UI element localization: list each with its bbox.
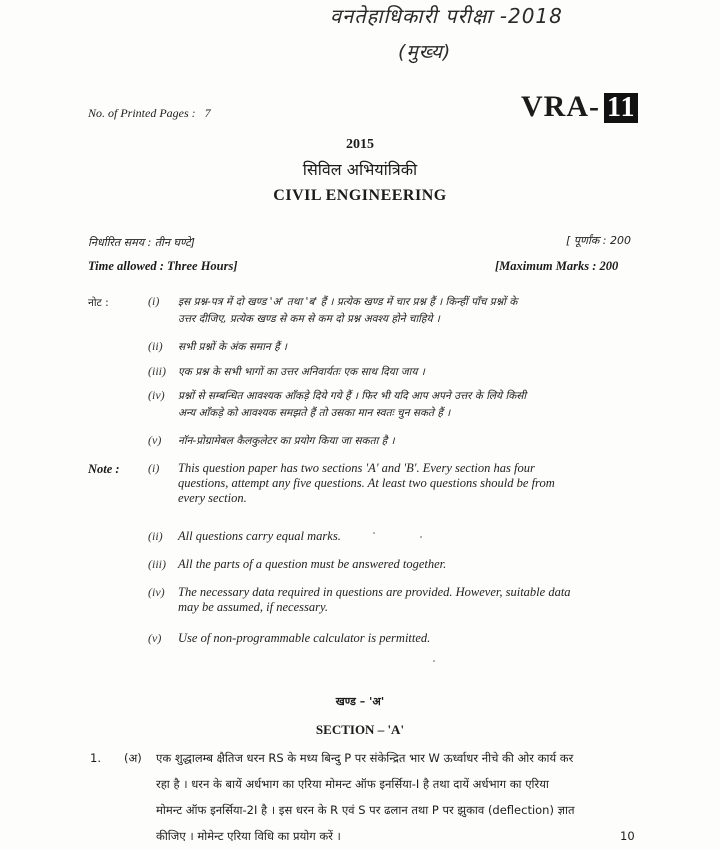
note-en-line: This question paper has two sections 'A' and 'B'. Every section has four [178, 461, 535, 475]
time-allowed-hindi: निर्धारित समय : तीन घण्टे] [88, 236, 195, 249]
printed-pages-value: 7 [204, 106, 211, 120]
note-en-num: (iv) [148, 585, 165, 599]
note-en-num: (i) [148, 461, 160, 475]
note-en-item [148, 557, 638, 585]
note-en-num: (ii) [148, 529, 163, 543]
note-hi-num: (v) [148, 433, 162, 447]
note-en-item [148, 529, 638, 557]
scan-speck [433, 660, 435, 662]
note-en-line: questions, attempt any five questions. At least two questions should be from [178, 476, 555, 490]
note-en-item [148, 585, 638, 631]
subject-title-hindi: सिविल अभियांत्रिकी [302, 160, 418, 179]
note-hi-text: सभी प्रश्नों के अंक समान हैं । [178, 341, 287, 353]
note-en-line: All questions carry equal marks. [178, 529, 341, 543]
note-hi-item [148, 405, 638, 433]
note-hi-num: (iv) [148, 388, 165, 402]
paper-code-number: 11 [604, 93, 638, 123]
note-hi-item [148, 294, 638, 311]
note-hi-num: (iii) [148, 364, 166, 378]
note-hi-text: प्रश्नों से सम्बन्धित आवश्यक आँकड़े दिये गये हैं । फिर भी यदि आप अपने उत्तर के लिये किसी [178, 390, 527, 402]
paper-code-prefix: VRA- [521, 90, 600, 123]
note-en-line: may be assumed, if necessary. [178, 600, 328, 614]
note-hi-text: उत्तर दीजिए, प्रत्येक खण्ड से कम से कम दो प्रश्न अवश्य होने चाहिये । [178, 313, 440, 325]
question-line: रहा है । धरन के बायें अर्धभाग का एरिया मोमन्ट ऑफ इनर्सिया-I है तथा दायें अर्धभाग का एरिया [156, 777, 549, 791]
note-hi-num: (i) [148, 294, 160, 308]
note-list-hindi [148, 294, 638, 453]
question-line: कीजिए । मोमेन्ट एरिया विधि का प्रयोग करें । [156, 829, 341, 843]
question-line: एक शुद्धालम्ब क्षैतिज धरन RS के मध्य बिन्दु P पर संकेन्द्रित भार W ऊर्ध्वाधर नीचे की ओर कार्य कर [156, 751, 574, 765]
printed-pages [88, 106, 211, 121]
note-hi-text: अन्य आँकड़े को आवश्यक समझते हैं तो उसका मान स्वतः चुन सकते हैं । [178, 407, 451, 419]
note-hi-num: (ii) [148, 339, 163, 353]
note-en-line: The necessary data required in questions are provided. However, suitable data [178, 585, 571, 599]
note-en-item [148, 461, 638, 529]
note-hi-item [148, 311, 638, 339]
time-allowed-english: Time allowed : Three Hours] [88, 259, 238, 273]
note-hi-item [148, 364, 638, 388]
maximum-marks-hindi: [ पूर्णांक : 200 [566, 234, 631, 247]
question-line: मोमन्ट ऑफ इनर्सिया-2I है । इस धरन के R एवं S पर ढलान तथा P पर झुकाव (deflection) ज्ञात [156, 803, 575, 817]
note-en-num: (v) [148, 631, 162, 645]
handwritten-exam-type: (मुख्य) [398, 41, 452, 63]
handwritten-exam-title: वनतेहाधिकारी परीक्षा -2018 [330, 4, 563, 28]
note-en-line: All the parts of a question must be answered together. [178, 557, 447, 571]
scan-speck [420, 536, 422, 538]
note-hi-item [148, 339, 638, 364]
printed-pages-label: No. of Printed Pages : [88, 106, 196, 120]
note-en-item [148, 631, 638, 651]
note-label-english: Note : [88, 462, 120, 476]
note-hi-text: नॉन-प्रोग्रामेबल कैलकुलेटर का प्रयोग किया जा सकता है । [178, 435, 395, 447]
section-heading-hindi: खण्ड – 'अ' [335, 695, 385, 708]
note-en-line: Use of non-programmable calculator is permitted. [178, 631, 431, 645]
note-en-num: (iii) [148, 557, 166, 571]
question-marks: 10 [620, 829, 635, 843]
note-hi-item [148, 433, 638, 453]
question-body [156, 745, 636, 849]
note-list-english [148, 461, 638, 651]
note-hi-item [148, 388, 638, 405]
exam-year: 2015 [346, 137, 374, 152]
subject-title-english: CIVIL ENGINEERING [273, 187, 447, 204]
note-en-line: every section. [178, 491, 247, 505]
scan-speck [373, 532, 375, 534]
paper-code [521, 90, 638, 124]
note-hi-text: एक प्रश्न के सभी भागों का उत्तर अनिवार्यतः एक साथ दिया जाय । [178, 366, 425, 378]
note-hi-text: इस प्रश्न-पत्र में दो खण्ड 'अ' तथा 'ब' हैं । प्रत्येक खण्ड में चार प्रश्न हैं । किन्हीं पाँच प्रश्नों के [178, 296, 518, 308]
maximum-marks-english: [Maximum Marks : 200 [495, 259, 619, 273]
note-label-hindi: नोट : [88, 297, 109, 309]
section-heading-english: SECTION – 'A' [315, 722, 405, 737]
question-number: 1. [90, 751, 101, 765]
question-part: (अ) [124, 751, 142, 765]
